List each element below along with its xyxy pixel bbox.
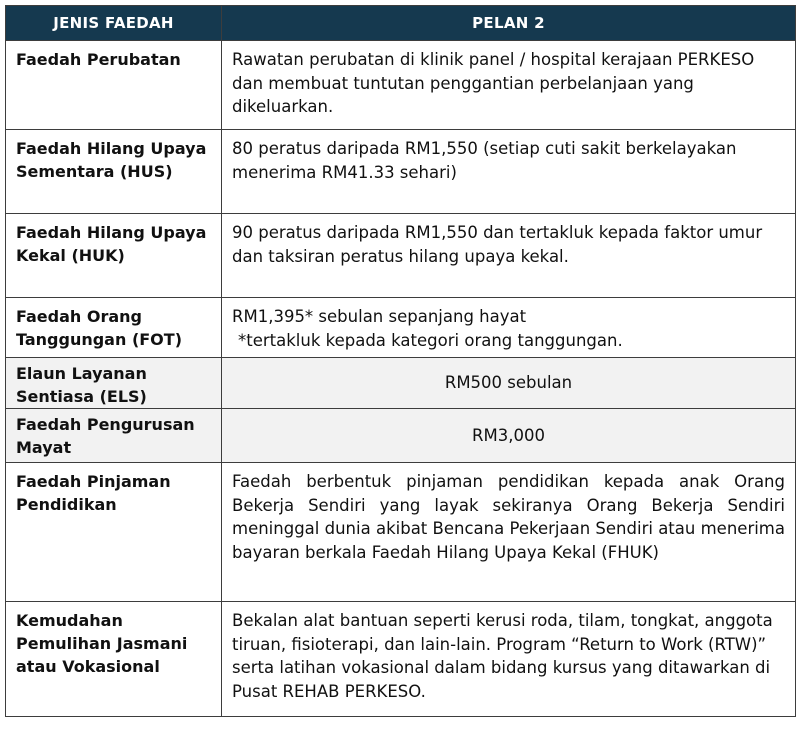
benefit-name: Faedah Hilang Upaya Sementara (HUS) — [6, 130, 222, 214]
benefit-description: Faedah berbentuk pinjaman pendidikan kepada anak Orang Bekerja Sendiri yang layak sekiranya Orang Bekerja Sendiri meninggal dunia akibat Bencana Pekerjaan Sendiri atau menerima bayaran berkala Faedah Hilang Upaya Kekal (FHUK) — [222, 463, 796, 602]
header-row — [6, 6, 796, 41]
table-row — [6, 41, 796, 130]
benefit-description: 90 peratus daripada RM1,550 dan tertakluk kepada faktor umur dan taksiran peratus hilang upaya kekal. — [222, 214, 796, 298]
benefit-name: Faedah Pinjaman Pendidikan — [6, 463, 222, 602]
benefit-name: Elaun Layanan Sentiasa (ELS) — [6, 358, 222, 409]
table-row — [6, 409, 796, 463]
table-row — [6, 298, 796, 358]
header-plan: PELAN 2 — [222, 6, 796, 41]
benefit-name: Faedah Pengurusan Mayat — [6, 409, 222, 463]
benefit-description: Bekalan alat bantuan seperti kerusi roda, tilam, tongkat, anggota tiruan, fisioterapi, dan lain-lain. Program “Return to Work (RTW)” serta latihan vokasional dalam bidang kursus yang ditawarkan di Pusat REHAB PERKESO. — [222, 602, 796, 717]
benefits-table — [5, 5, 796, 717]
benefit-name: Kemudahan Pemulihan Jasmani atau Vokasional — [6, 602, 222, 717]
table-row — [6, 130, 796, 214]
benefit-footnote: *tertakluk kepada kategori orang tanggungan. — [238, 330, 623, 350]
benefit-description: Rawatan perubatan di klinik panel / hospital kerajaan PERKESO dan membuat tuntutan penggantian perbelanjaan yang dikeluarkan. — [222, 41, 796, 130]
header-benefit-type: JENIS FAEDAH — [6, 6, 222, 41]
benefit-description — [222, 298, 796, 358]
benefit-description: RM3,000 — [222, 409, 796, 463]
table-row — [6, 358, 796, 409]
table-header — [6, 6, 796, 41]
benefit-description: RM500 sebulan — [222, 358, 796, 409]
benefit-name: Faedah Hilang Upaya Kekal (HUK) — [6, 214, 222, 298]
benefit-amount: RM1,395* sebulan sepanjang hayat — [232, 307, 527, 326]
table-row — [6, 214, 796, 298]
benefit-name: Faedah Perubatan — [6, 41, 222, 130]
table-row — [6, 463, 796, 602]
table-row — [6, 602, 796, 717]
benefit-description: 80 peratus daripada RM1,550 (setiap cuti sakit berkelayakan menerima RM41.33 sehari) — [222, 130, 796, 214]
benefit-name: Faedah Orang Tanggungan (FOT) — [6, 298, 222, 358]
